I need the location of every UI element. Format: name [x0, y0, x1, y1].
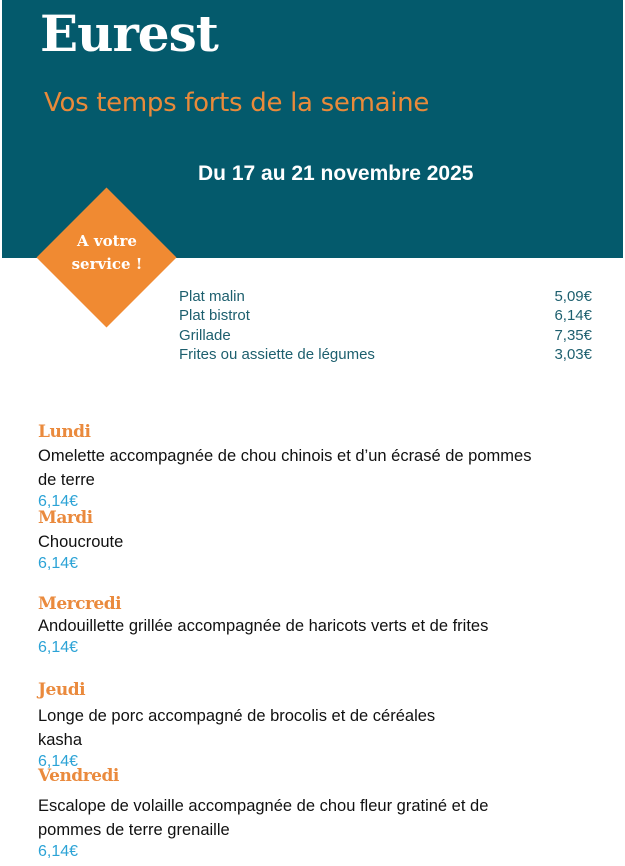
- badge-line2: service !: [71, 255, 143, 273]
- dish-line: Andouillette grillée accompagnée de haricots verts et de frites: [38, 617, 489, 635]
- price-row: [179, 306, 592, 325]
- dish-text: [38, 614, 608, 638]
- dish-line: Escalope de volaille accompagnée de chou fleur gratiné et de: [38, 797, 489, 815]
- price-row: [179, 287, 592, 306]
- dish-price: 6,14€: [38, 843, 79, 860]
- dish-line: Omelette accompagnée de chou chinois et d’un écrasé de pommes: [38, 447, 532, 465]
- badge-line1: A votre: [77, 232, 137, 250]
- badge-label: [52, 230, 162, 276]
- eurest-logo: Eurest: [40, 4, 218, 63]
- dish-price: 6,14€: [38, 753, 79, 770]
- price-label: Frites ou assiette de légumes: [179, 345, 375, 363]
- dish-line: de terre: [38, 471, 95, 489]
- dish-text: [38, 444, 608, 492]
- tagline: Vos temps forts de la semaine: [44, 88, 430, 118]
- day-name: Vendredi: [38, 766, 119, 786]
- price-row: [179, 345, 592, 364]
- price-value: 3,03€: [554, 345, 592, 363]
- day-name: Mercredi: [38, 594, 122, 614]
- day-tuesday: [38, 507, 608, 574]
- day-name: Jeudi: [38, 680, 86, 700]
- dish-text: [38, 704, 608, 752]
- dish-text: [38, 794, 608, 842]
- day-name: Mardi: [38, 508, 93, 528]
- dish-price: 6,14€: [38, 555, 79, 572]
- dish-line: pommes de terre grenaille: [38, 821, 230, 839]
- price-row: [179, 326, 592, 345]
- dish-line: kasha: [38, 731, 83, 749]
- price-list: [179, 287, 592, 364]
- price-value: 5,09€: [554, 288, 592, 305]
- price-label: Plat malin: [179, 288, 245, 305]
- price-value: 7,35€: [554, 326, 592, 344]
- day-thursday: [38, 679, 608, 772]
- price-label: Grillade: [179, 326, 231, 344]
- week-dates: Du 17 au 21 novembre 2025: [198, 162, 474, 185]
- dish-price: 6,14€: [38, 493, 79, 510]
- day-friday: [38, 765, 608, 862]
- price-label: Plat bistrot: [179, 307, 250, 325]
- dish-line: Longe de porc accompagné de brocolis et de céréales: [38, 707, 436, 725]
- day-wednesday: [38, 593, 608, 658]
- day-name: Lundi: [38, 422, 91, 442]
- dish-price: 6,14€: [38, 639, 79, 656]
- dish-text: [38, 530, 608, 554]
- dish-line: Choucroute: [38, 533, 124, 551]
- day-monday: [38, 421, 608, 512]
- price-value: 6,14€: [554, 307, 592, 325]
